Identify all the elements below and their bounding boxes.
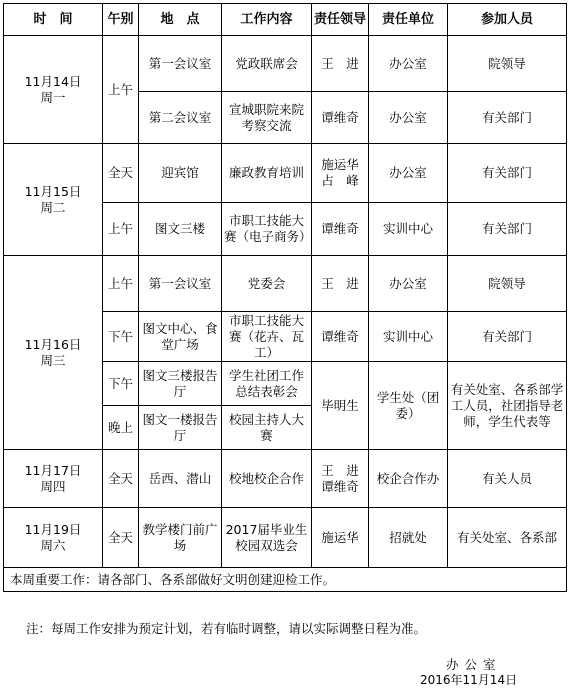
content-cell: 学生社团工作总结表彰会 [222,362,312,406]
period-cell: 上午 [103,36,139,144]
participants-cell: 有关部门 [448,92,567,144]
period-cell: 全天 [103,144,139,203]
place-cell: 第一会议室 [139,36,222,92]
unit-cell: 实训中心 [369,203,448,256]
participants-cell: 有关处室、各系部 [448,508,567,568]
day-cell [4,144,103,256]
schedule-table [3,3,567,592]
content-cell: 党委会 [222,256,312,312]
period-cell: 上午 [103,256,139,312]
place-cell: 教学楼门前广场 [139,508,222,568]
place-cell: 岳西、潜山 [139,450,222,508]
period-cell: 下午 [103,362,139,406]
leader-cell: 王 进 [312,36,369,92]
participants-cell: 院领导 [448,256,567,312]
signature: 办公室 [446,657,502,672]
day-weekday: 周四 [40,478,66,494]
content-cell: 2017届毕业生校园双选会 [222,508,312,568]
sign-date: 2016年11月14日 [420,673,518,687]
unit-cell: 办公室 [369,92,448,144]
period-cell: 晚上 [103,406,139,450]
participants-cell: 有关处室、各系部学工人员，社团指导老师，学生代表等 [448,362,567,450]
table-row [4,36,567,92]
leader-cell: 王 进 谭维奇 [312,450,369,508]
day-cell [4,508,103,568]
header-time: 时 间 [4,4,103,36]
participants-cell: 院领导 [448,36,567,92]
place-cell: 图文三楼 [139,203,222,256]
place-cell: 图文三楼报告厅 [139,362,222,406]
leader-cell: 谭维奇 [312,92,369,144]
participants-cell: 有关部门 [448,144,567,203]
content-cell: 党政联席会 [222,36,312,92]
weekly-summary: 本周重要工作：请各部门、各系部做好文明创建迎检工作。 [4,568,567,592]
table-row [4,450,567,508]
participants-cell: 有关部门 [448,312,567,362]
unit-cell: 校企合作办 [369,450,448,508]
table-row [4,256,567,312]
header-row [4,4,567,36]
unit-cell: 实训中心 [369,312,448,362]
period-cell: 全天 [103,508,139,568]
leader-cell: 施运华 [312,508,369,568]
footnote: 注：每周工作安排为预定计划，若有临时调整，请以实际调整日程为准。 [26,621,427,636]
unit-cell: 学生处（团委） [369,362,448,450]
unit-cell: 办公室 [369,144,448,203]
leader-cell: 谭维奇 [312,312,369,362]
header-leader: 责任领导 [312,4,369,36]
day-date: 11月19日 [24,521,82,537]
day-cell [4,450,103,508]
day-weekday: 周六 [40,537,66,553]
leader-cell: 谭维奇 [312,203,369,256]
leader-cell: 王 进 [312,256,369,312]
content-cell: 校园主持人大赛 [222,406,312,450]
day-date: 11月14日 [24,73,82,89]
place-cell: 图文一楼报告厅 [139,406,222,450]
day-weekday: 周三 [40,352,66,368]
header-participants: 参加人员 [448,4,567,36]
place-cell: 迎宾馆 [139,144,222,203]
header-place: 地 点 [139,4,222,36]
summary-row [4,568,567,592]
place-cell: 图文中心、食堂广场 [139,312,222,362]
day-date: 11月15日 [24,183,82,199]
day-weekday: 周一 [40,89,66,105]
participants-cell: 有关部门 [448,203,567,256]
day-date: 11月17日 [24,462,82,478]
content-cell: 廉政教育培训 [222,144,312,203]
content-cell: 市职工技能大赛（电子商务） [222,203,312,256]
place-cell: 第二会议室 [139,92,222,144]
day-cell [4,256,103,450]
table-row [4,508,567,568]
unit-cell: 办公室 [369,256,448,312]
day-cell [4,36,103,144]
unit-cell: 办公室 [369,36,448,92]
content-cell: 校地校企合作 [222,450,312,508]
table-row [4,144,567,203]
period-cell: 下午 [103,312,139,362]
period-cell: 上午 [103,203,139,256]
leader-cell: 毕明生 [312,362,369,450]
content-cell: 市职工技能大赛（花卉、瓦工） [222,312,312,362]
header-content: 工作内容 [222,4,312,36]
period-cell: 全天 [103,450,139,508]
day-weekday: 周二 [40,199,66,215]
day-date: 11月16日 [24,336,82,352]
participants-cell: 有关人员 [448,450,567,508]
leader-cell: 施运华 占 峰 [312,144,369,203]
header-unit: 责任单位 [369,4,448,36]
place-cell: 第一会议室 [139,256,222,312]
unit-cell: 招就处 [369,508,448,568]
content-cell: 宣城职院来院考察交流 [222,92,312,144]
header-period: 午别 [103,4,139,36]
